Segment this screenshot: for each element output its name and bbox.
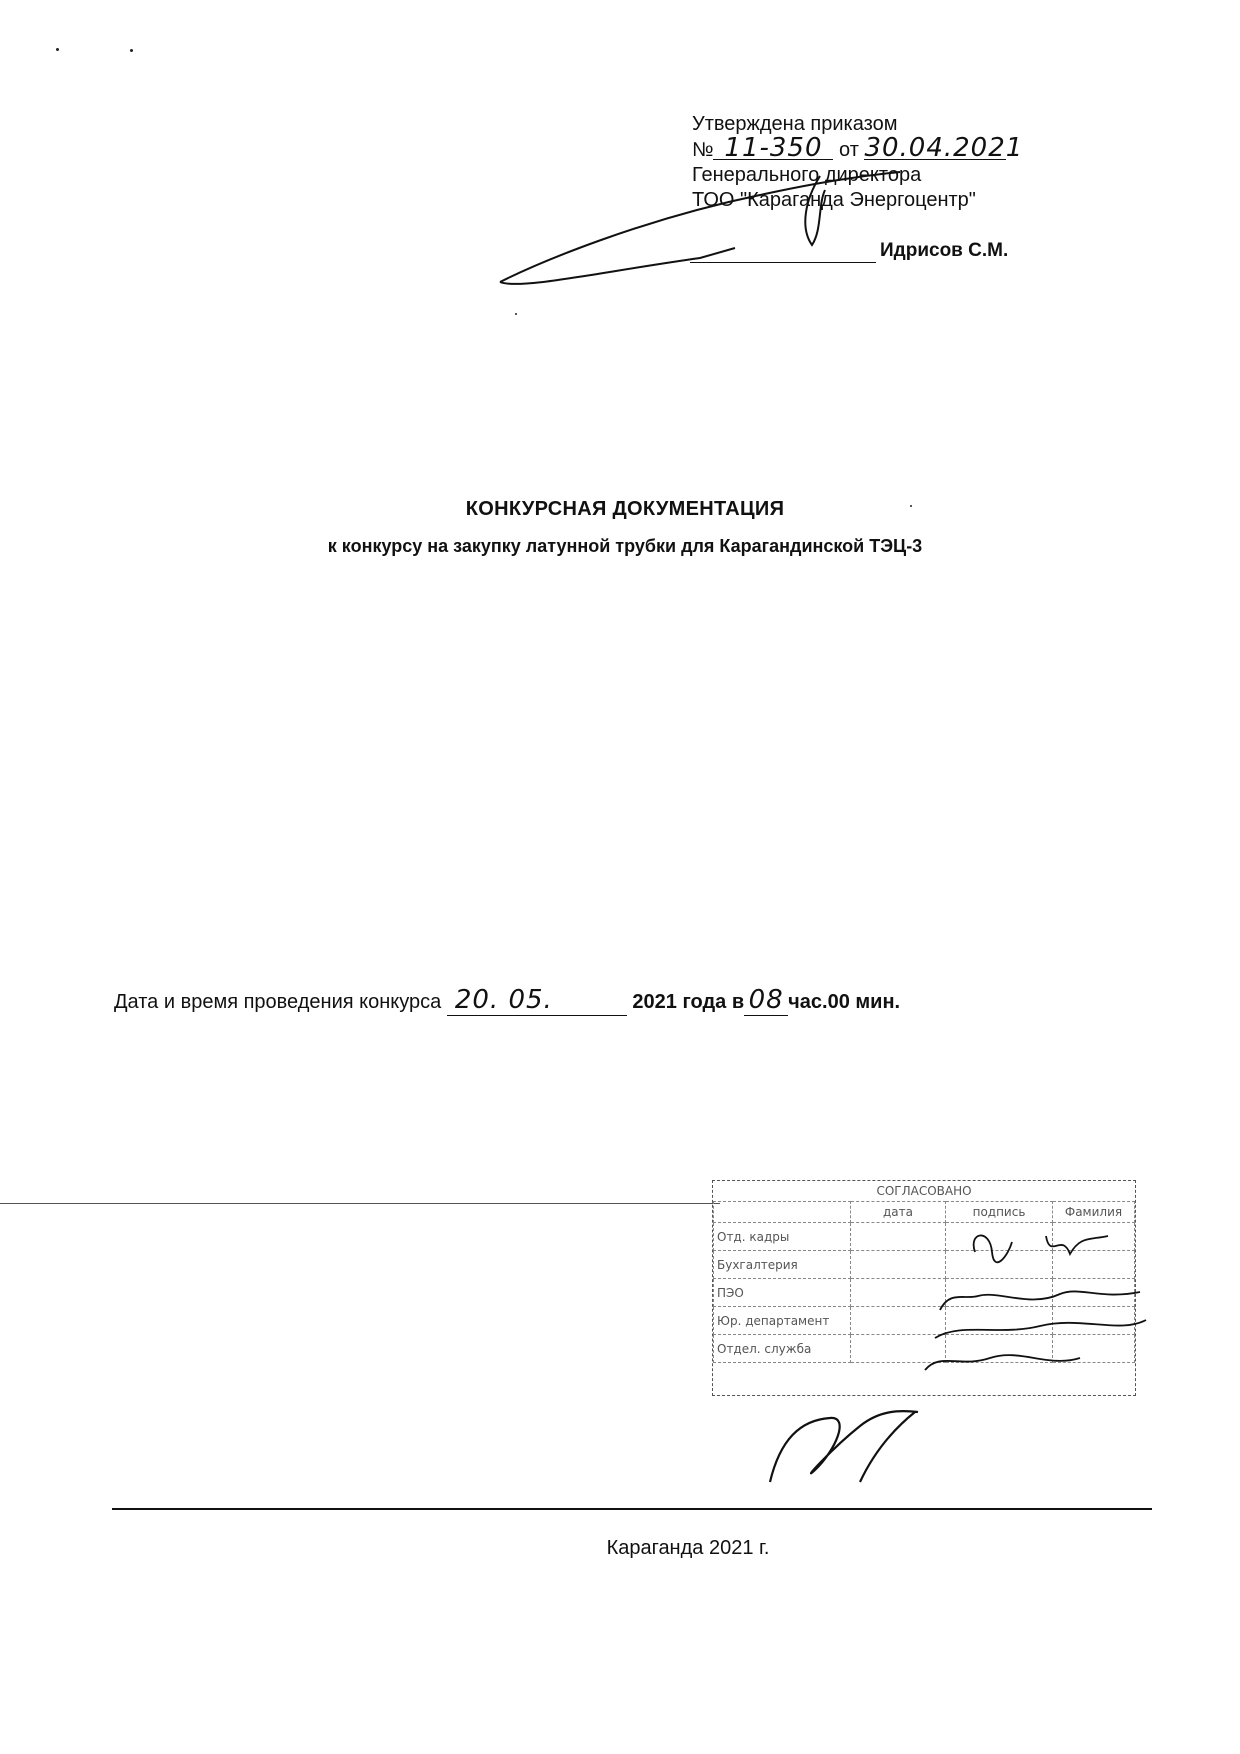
bottom-signature [770, 1411, 918, 1482]
stamp-cell [946, 1223, 1053, 1251]
stamp-heading: СОГЛАСОВАНО [876, 1184, 972, 1198]
stamp-cell [1053, 1223, 1135, 1251]
stamp-cell [1053, 1335, 1135, 1363]
stamp-row-label: Юр. департамент [714, 1307, 851, 1335]
approval-block [692, 112, 1032, 213]
signature-line [690, 262, 876, 263]
contest-year-text: 2021 года в [632, 991, 745, 1013]
approval-line-4: ТОО "Караганда Энергоцентр" [692, 189, 976, 211]
contest-hour-handwritten: 08 [744, 985, 788, 1016]
document-title: КОНКУРСНАЯ ДОКУМЕНТАЦИЯ [465, 498, 785, 520]
stamp-cell [1053, 1251, 1135, 1279]
city-year: Караганда 2021 г. [606, 1537, 770, 1559]
stamp-row-label: Бухгалтерия [714, 1251, 851, 1279]
document-subtitle: к конкурсу на закупку латунной трубки для Карагандинской ТЭЦ-3 [327, 536, 923, 556]
stamp-cell [1053, 1279, 1135, 1307]
order-number-prefix: № [692, 139, 714, 161]
approval-line-2 [692, 133, 1032, 163]
stamp-cell [946, 1251, 1053, 1279]
contest-date-handwritten: 20. 05. [447, 985, 627, 1016]
stamp-cell [851, 1335, 946, 1363]
bottom-rule [112, 1508, 1152, 1510]
contest-time-suffix: час.00 мин. [788, 991, 901, 1013]
approval-stamp [712, 1180, 1136, 1396]
stamp-cell [946, 1307, 1053, 1335]
approval-stamp-table [713, 1181, 1135, 1363]
scan-divider-line [0, 1203, 720, 1204]
order-number-handwritten: 11-350 [713, 137, 833, 160]
stamp-row-label: ПЭО [714, 1279, 851, 1307]
signer-name: Идрисов С.М. [880, 240, 1009, 261]
stamp-header-empty [714, 1202, 851, 1223]
stamp-cell [851, 1307, 946, 1335]
approval-line-1: Утверждена приказом [692, 113, 898, 135]
order-date-prefix: от [839, 139, 859, 161]
stamp-row-label: Отдел. служба [714, 1335, 851, 1363]
scan-speck [56, 48, 59, 51]
approval-line-3: Генерального директора [692, 164, 922, 186]
order-date-handwritten: 30.04.2021 [864, 133, 1024, 163]
stamp-header-date: дата [851, 1202, 946, 1223]
stamp-cell [851, 1223, 946, 1251]
stamp-row-label: Отд. кадры [714, 1223, 851, 1251]
scan-speck [515, 313, 517, 315]
contest-datetime-line [114, 985, 900, 1016]
stamp-cell [851, 1279, 946, 1307]
stamp-cell [851, 1251, 946, 1279]
stamp-cell [1053, 1307, 1135, 1335]
contest-datetime-label: Дата и время проведения конкурса [114, 991, 442, 1013]
stamp-header-signature: подпись [946, 1202, 1053, 1223]
scan-speck [130, 49, 133, 52]
stamp-cell [946, 1335, 1053, 1363]
stamp-header-surname: Фамилия [1053, 1202, 1135, 1223]
stamp-cell [946, 1279, 1053, 1307]
